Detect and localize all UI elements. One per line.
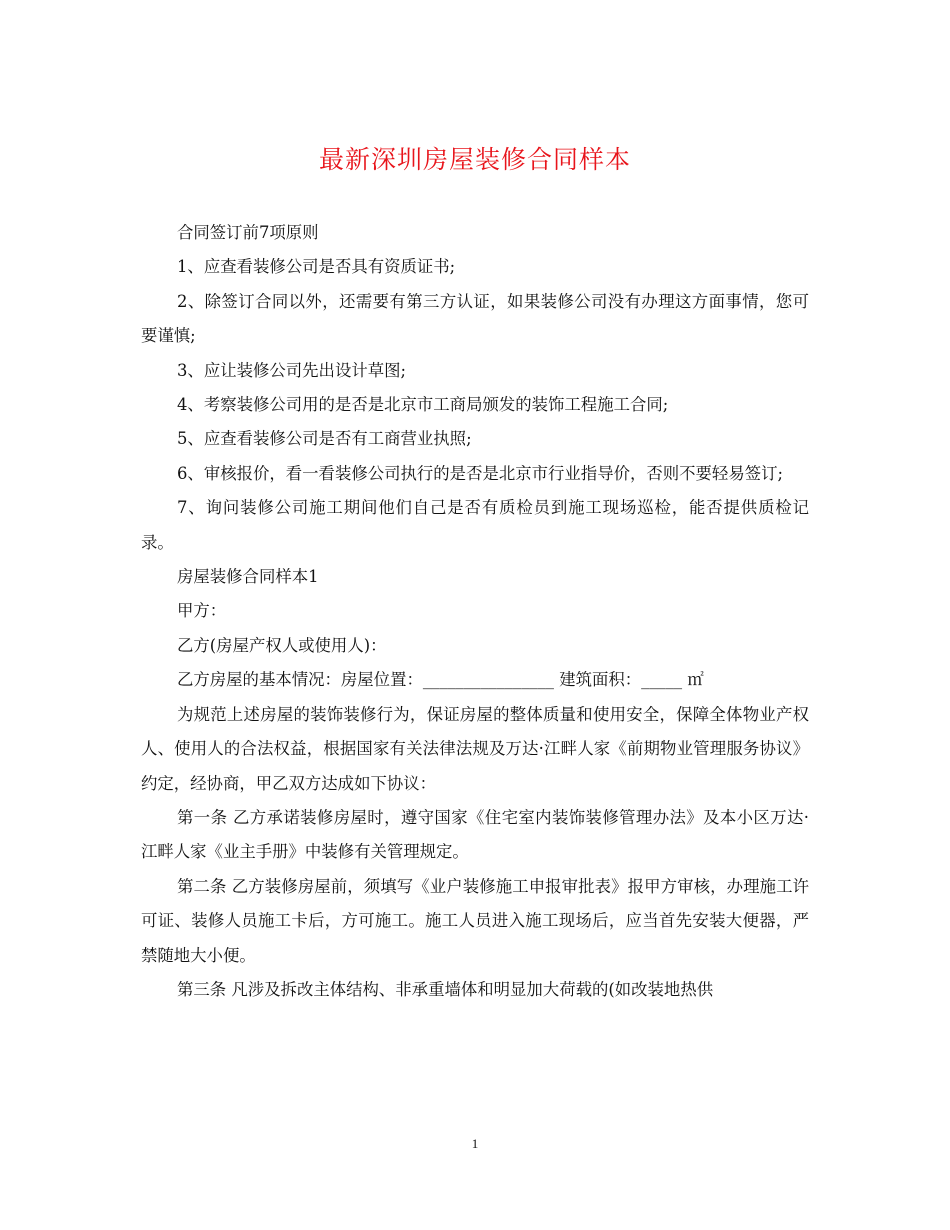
paragraph: 乙方(房屋产权人或使用人)： — [177, 635, 387, 655]
document-title: 最新深圳房屋装修合同样本 — [318, 145, 631, 174]
paragraph: 1、应查看装修公司是否具有资质证书; — [177, 257, 456, 277]
paragraph: 第二条 乙方装修房屋前，须填写《业户装修施工申报审批表》报甲方审核，办理施工许可证、装修人员施工卡后，方可施工。施工人员进入施工现场后，应当首先安装大便器，严禁随地大小便。 — [141, 876, 809, 965]
paragraph: 第三条 凡涉及拆改主体结构、非承重墙体和明显加大荷载的(如改装地热供 — [177, 979, 714, 999]
paragraph: 5、应查看装修公司是否有工商营业执照; — [177, 429, 472, 449]
document-body — [141, 216, 809, 1007]
paragraph: 甲方： — [177, 601, 227, 621]
paragraph: 合同签订前7项原则 — [177, 223, 319, 242]
page-number: 1 — [471, 1136, 479, 1151]
paragraph: 为规范上述房屋的装饰装修行为，保证房屋的整体质量和使用安全，保障全体物业产权人、使用人的合法权益，根据国家有关法律法规及万达·江畔人家《前期物业管理服务协议》约定，经协商，甲乙双方达成如下协议： — [141, 704, 809, 793]
paragraph: 7、询问装修公司施工期间他们自己是否有质检员到施工现场巡检，能否提供质检记录。 — [141, 498, 809, 552]
paragraph: 房屋装修合同样本1 — [177, 567, 319, 587]
paragraph: 4、考察装修公司用的是否是北京市工商局颁发的装饰工程施工合同; — [177, 395, 669, 415]
paragraph: 2、除签订合同以外，还需要有第三方认证，如果装修公司没有办理这方面事情，您可要谨慎; — [141, 291, 809, 346]
paragraph: 3、应让装修公司先出设计草图; — [177, 360, 407, 380]
paragraph: 6、审核报价，看一看装修公司执行的是否是北京市行业指导价，否则不要轻易签订; — [177, 463, 784, 483]
paragraph: 第一条 乙方承诺装修房屋时，遵守国家《住宅室内装饰装修管理办法》及本小区万达·江畔人家《业主手册》中装修有关管理规定。 — [141, 807, 809, 862]
paragraph: 乙方房屋的基本情况：房屋位置：________________ 建筑面积：_____ ㎡ — [177, 670, 704, 690]
